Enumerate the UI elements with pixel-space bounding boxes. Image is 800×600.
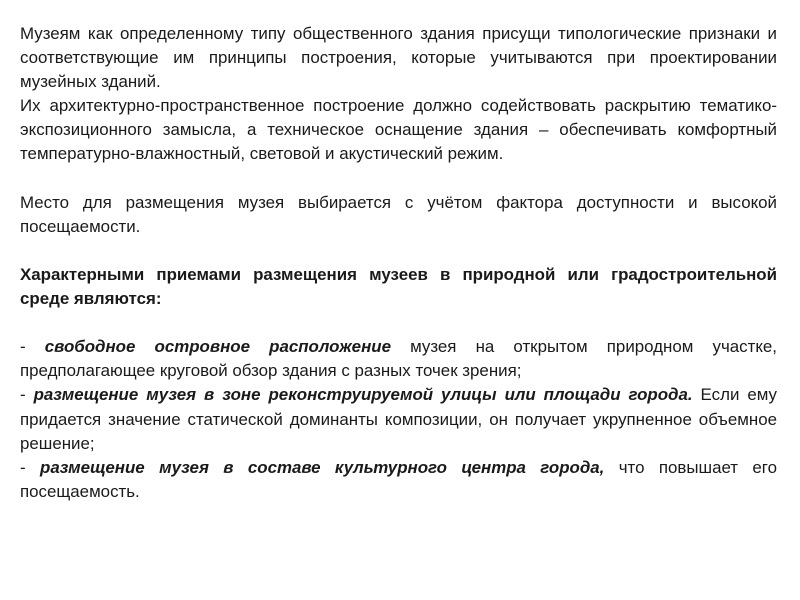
list-item-prefix: - [20, 337, 45, 357]
list-item [20, 383, 777, 455]
list-item-text: что повышает его посещаемость. [20, 457, 777, 501]
list-item-text: Если ему придается значение статической доминанты композиции, он получает укрупненное объемное решение; [20, 385, 777, 453]
list-item-emphasis: размещение музея в зоне реконструируемой улицы или площади города. [33, 385, 693, 405]
document-page [20, 22, 777, 504]
location-paragraph: Место для размещения музея выбирается с учётом фактора доступности и высокой посещаемости. [20, 192, 777, 236]
list-item-text: музея на открытом природном участке, предполагающее круговой обзор здания с разных точек зрения; [20, 337, 777, 381]
methods-heading: Характерными приемами размещения музеев в природной или градостроительной среде являются: [20, 264, 777, 309]
list-item-prefix: - [20, 385, 34, 405]
list-item-emphasis: размещение музея в составе культурного центра города, [40, 457, 605, 477]
list-item [20, 335, 777, 383]
list-item-emphasis: свободное островное расположение [44, 337, 391, 357]
structure-paragraph: Их архитектурно-пространственное построение должно содействовать раскрытию тематико-экспозиционного замысла, а техническое оснащение здания – обеспечивать комфортный температурно-влажностный, световой и акустический режим. [20, 96, 777, 164]
list-item-prefix: - [20, 457, 41, 477]
intro-paragraph: Музеям как определенному типу общественного здания присущи типологические признаки и соответствующие им принципы построения, которые учитываются при проектировании музейных зданий. [20, 24, 777, 92]
paragraph-gap [20, 311, 777, 335]
paragraph-gap [20, 239, 777, 263]
list-item [20, 456, 777, 504]
paragraph-gap [20, 167, 777, 191]
